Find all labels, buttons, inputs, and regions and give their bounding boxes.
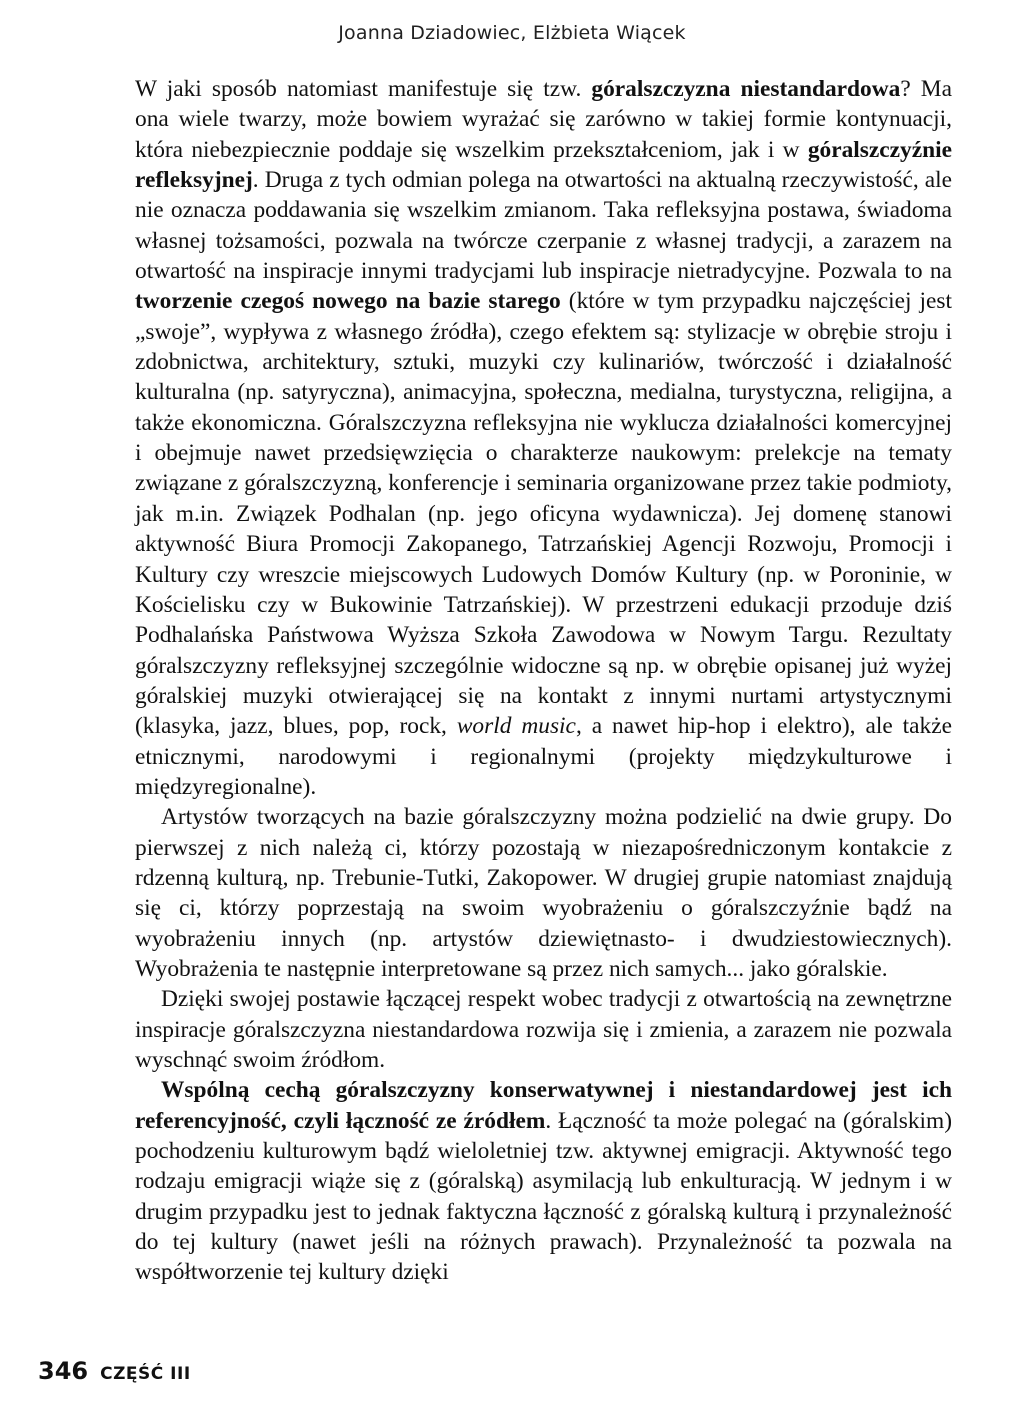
body-text: [135, 74, 952, 1288]
text-run: Artystów tworzących na bazie góralszczyzny można podzielić na dwie grupy. Do pierwszej z nich należą ci, którzy pozostają w niezapośredniczonym kontakcie z rdzenną kulturą, np. Trebunie-Tutki, Zakopower. W drugiej grupie natomiast znajdują się ci, którzy poprzestają na swoim wyobrażeniu o góralszczyźnie bądź na wyobrażeniu innych (np. artystów dziewiętnasto- i dwudziestowiecznych). Wyobrażenia te następnie interpretowane są przez nich samych... jako góralskie.: [135, 804, 952, 982]
text-run: world music: [456, 713, 576, 740]
text-run: Wspólną cechą góralszczyzny konserwatywnej i niestandardowej jest ich referencyjność, czyli łączność ze źródłem: [135, 1077, 952, 1134]
paragraph-1: [135, 74, 952, 802]
text-run: . Druga z tych odmian polega na otwartości na aktualną rzeczywistość, ale nie oznacza poddawania się wszelkim zmianom. Taka refleksyjna postawa, świadoma własnej tożsamości, pozwala na twórcze czerpanie z własnej tradycji, a zarazem na otwartość na inspiracje innymi tradycjami lub inspiracje nietradycyjne. Pozwala to na: [135, 167, 952, 285]
text-run: W jaki sposób natomiast manifestuje się tzw.: [135, 76, 592, 102]
paragraph-4: [135, 1075, 952, 1287]
part-label: CZĘŚĆ III: [100, 1364, 191, 1384]
text-run: . Łączność ta może polegać na (góralskim) pochodzeniu kulturowym bądź wieloletniej tzw. aktywnej emigracji. Aktywność tego rodzaju emigracji wiąże się z (góralską) asymilacją lub enkulturacją. W jednym i w drugim przypadku jest to jednak faktyczna łączność z góralską kulturą i przynależność do tej kultury (nawet jeśli na różnych prawach). Przynależność ta pozwala na współtworzenie tej kultury dzięki: [135, 1107, 952, 1286]
text-run: tworzenie czegoś nowego na bazie starego: [135, 288, 561, 315]
text-run: Dzięki swojej postawie łączącej respekt wobec tradycji z otwartością na zewnętrzne inspiracje góralszczyzna niestandardowa rozwija się i zmienia, a zarazem nie pozwala wyschnąć swoim źródłom.: [135, 986, 952, 1073]
text-run: (które w tym przypadku najczęściej jest „swoje”, wypływa z własnego źródła), czego efektem są: stylizacje w obrębie stroju i zdobnictwa, architektury, sztuki, muzyki czy kulinariów, twórczość i działalność kulturalna (np. satyryczna), animacyjna, społeczna, medialna, turystyczna, religijna, a także ekonomiczna. Góralszczyzna refleksyjna nie wyklucza działalności komercyjnej i obejmuje nawet przedsięwzięcia o charakterze naukowym: prelekcje na tematy związane z góralszczyzną, konferencje i seminaria organizowane przez takie podmioty, jak m.in. Związek Podhalan (np. jego oficyna wydawnicza). Jej domenę stanowi aktywność Biura Promocji Zakopanego, Tatrzańskiej Agencji Rozwoju, Promocji i Kultury czy wreszcie miejscowych Ludowych Domów Kultury (np. w Poroninie, w Kościelisku czy w Bukowinie Tatrzańskiej). W przestrzeni edukacji przoduje dziś Podhalańska Państwowa Wyższa Szkoła Zawodowa w Nowym Targu. Rezultaty góralszczyzny refleksyjnej szczególnie widoczne są np. w obrębie opisanej już wyżej góralskiej muzyki otwierającej się na kontakt z innymi nurtami artystycznymi (klasyka, jazz, blues, pop, rock,: [135, 288, 952, 740]
text-run: góralszczyzna niestandardowa: [591, 76, 901, 102]
text-run: ? Ma ona wiele twarzy, może bowiem wyrażać się zarówno w takiej formie kontynuacji, która niebezpiecznie poddaje się wszelkim przekształceniom, jak i w: [135, 76, 952, 163]
text-run: góralszczyźnie refleksyjnej: [135, 136, 952, 194]
page-footer: [38, 1357, 191, 1385]
paragraph-3: [135, 984, 952, 1075]
paragraph-2: [135, 802, 952, 984]
text-run: , a nawet hip-hop i elektro), ale także etnicznymi, narodowymi i regionalnymi (projekty międzykulturowe i międzyregionalne).: [135, 713, 952, 800]
running-head: Joanna Dziadowiec, Elżbieta Wiącek: [338, 22, 686, 44]
page-number: 346: [38, 1357, 89, 1385]
